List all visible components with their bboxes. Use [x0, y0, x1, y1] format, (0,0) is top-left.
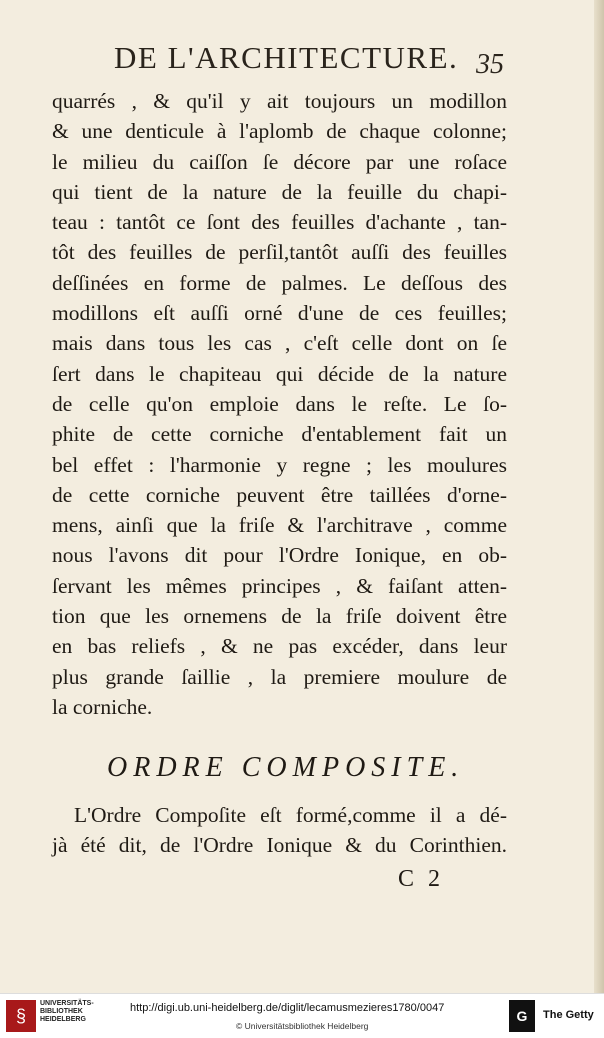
text-line: ſervant les mêmes principes , & faiſant atten-: [52, 573, 507, 598]
library-logo-icon[interactable]: §: [6, 1000, 36, 1032]
text-line: L'Ordre Compoſite eſt formé,comme il a dé-: [74, 803, 507, 827]
text-line: deſſinées en forme de palmes. Le deſſous des: [52, 270, 507, 295]
text-line: mens, ainſi que la friſe & l'architrave , comme: [52, 513, 507, 538]
paragraph-2: [52, 800, 507, 861]
section-heading: ORDRE COMPOSITE.: [107, 752, 465, 783]
text-line: qui tient de la nature de la feuille du chapi-: [52, 179, 507, 204]
copyright-notice: © Universitätsbibliothek Heidelberg: [236, 1021, 369, 1031]
viewer-footer: [0, 993, 604, 1038]
text-line: modillons eſt auſſi orné d'une de ces feuilles;: [52, 301, 507, 326]
library-name-line: HEIDELBERG: [40, 1016, 86, 1023]
text-line: nous l'avons dit pour l'Ordre Ionique, en ob-: [52, 543, 507, 568]
text-line: de celle qu'on emploie dans le reſte. Le ſo-: [52, 391, 507, 416]
getty-logo-icon[interactable]: G: [509, 1000, 535, 1032]
paragraph-1: [52, 86, 507, 722]
text-line: plus grande ſaillie , la premiere moulure de: [52, 664, 507, 689]
text-line: bel effet : l'harmonie y regne ; les moulures: [52, 452, 507, 477]
text-line: jà été dit, de l'Ordre Ionique & du Corinthien.: [52, 833, 507, 858]
text-line: tion que les ornemens de la friſe doivent être: [52, 604, 507, 629]
text-line: en bas reliefs , & ne pas excéder, dans leur: [52, 634, 507, 659]
library-name: [40, 1000, 110, 1024]
text-line: tôt des feuilles de perſil,tantôt auſſi des feuilles: [52, 240, 507, 265]
text-line: le milieu du caiſſon ſe décore par une roſace: [52, 149, 507, 174]
page-number: 35: [476, 49, 504, 80]
text-line: la corniche.: [52, 694, 153, 719]
text-line: mais dans tous les cas , c'eſt celle dont on ſe: [52, 331, 507, 356]
text-line: & une denticule à l'aplomb de chaque colonne;: [52, 119, 507, 144]
library-name-line: UNIVERSITÄTS-: [40, 1000, 94, 1007]
text-line: phite de cette corniche d'entablement fait un: [52, 422, 507, 447]
text-line: de cette corniche peuvent être taillées d'orne-: [52, 482, 507, 507]
text-line: teau : tantôt ce ſont des feuilles d'achante , tan-: [52, 210, 507, 235]
library-name-line: BIBLIOTHEK: [40, 1008, 83, 1015]
text-line: quarrés , & qu'il y ait toujours un modillon: [52, 89, 507, 113]
text-line: ſert dans le chapiteau qui décide de la nature: [52, 361, 507, 386]
running-head: DE L'ARCHITECTURE.: [114, 40, 459, 75]
page-edge: [594, 0, 604, 993]
signature-mark: C 2: [398, 866, 445, 892]
getty-name: The Getty: [543, 1009, 594, 1021]
permalink-url[interactable]: http://digi.ub.uni-heidelberg.de/diglit/lecamusmezieres1780/0047: [130, 1002, 445, 1014]
